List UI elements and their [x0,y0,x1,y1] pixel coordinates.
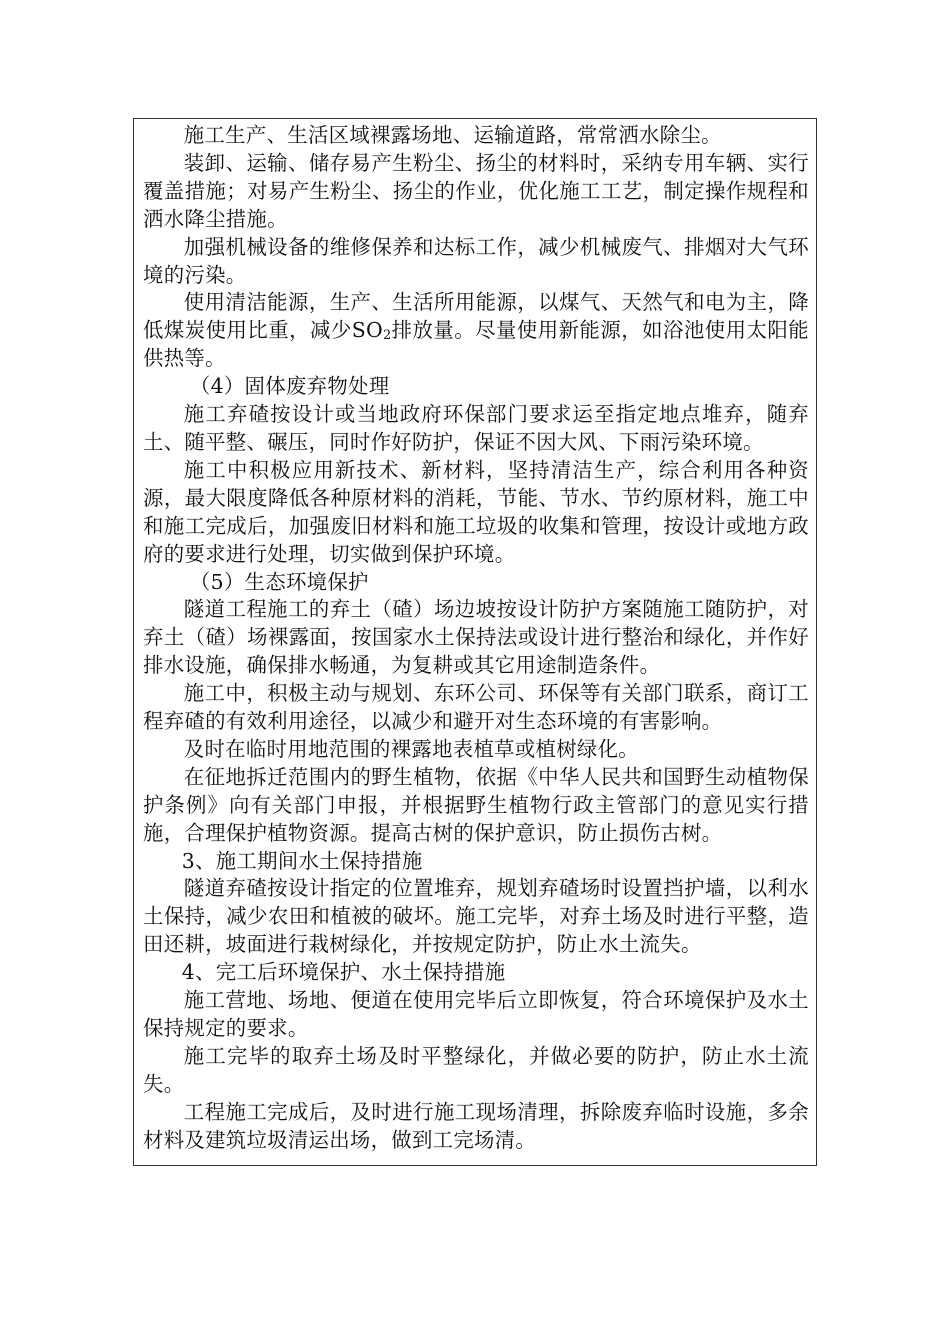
paragraph-borrow-site-greening: 施工完毕的取弃土场及时平整绿化，并做必要的防护，防止水土流失。 [143,1043,809,1096]
so2-subscript: 2 [383,327,392,343]
heading-post-completion: 4、完工后环境保护、水土保持措施 [181,960,506,985]
paragraph-machinery-maintenance: 加强机械设备的维修保养和达标工作，减少机械废气、排烟对大气环境的污染。 [143,234,809,287]
paragraph-greening: 及时在临时用地范围的裸露地表植草或植树绿化。 [183,736,639,761]
paragraph-site-restoration: 施工营地、场地、便道在使用完毕后立即恢复，符合环境保护及水土保持规定的要求。 [143,988,809,1040]
clean-energy-text-before: 使用清洁能源，生产、生活所用能源，以煤气、天然气和电为主，降低煤炭使用比重，减少SO [143,290,809,343]
paragraph-spoil-stacking: 隧道弃碴按设计指定的位置堆弃，规划弃碴场时设置挡护墙，以利水土保持，减少农田和植被的破坏。施工完毕，对弃土场及时进行平整，造田还耕，坡面进行栽树绿化，并按规定防护，防止水土流失。 [143,876,809,957]
paragraph-site-cleanup: 工程施工完成后，及时进行施工现场清理，拆除废弃临时设施，多余材料及建筑垃圾清运出场，做到工完场清。 [143,1099,809,1152]
paragraph-slope-protection: 隧道工程施工的弃土（碴）场边坡按设计防护方案随施工随防护，对弃土（碴）场裸露面，按国家水土保持法或设计进行整治和绿化，并作好排水设施，确保排水畅通，为复耕或其它用途制造条件。 [143,597,809,678]
paragraph-dust-watering: 施工生产、生活区域裸露场地、运输道路，常常洒水除尘。 [183,123,722,147]
paragraph-wild-plants: 在征地拆迁范围内的野生植物，依据《中华人民共和国野生动植物保护条例》向有关部门申报，并根据野生植物行政主管部门的意见实行措施，合理保护植物资源。提高古树的保护意识，防止损伤古树。 [143,764,809,845]
heading-solid-waste: （4）固体废弃物处理 [189,374,390,399]
paragraph-clean-production: 施工中积极应用新技术、新材料，坚持清洁生产，综合利用各种资源，最大限度降低各种原材料的消耗，节能、节水、节约原材料，施工中和施工完成后，加强废旧材料和施工垃圾的收集和管理，按设计或地方政府的要求进行处理，切实做到保护环境。 [143,457,809,566]
paragraph-spoil-disposal: 施工弃碴按设计或当地政府环保部门要求运至指定地点堆弃，随弃土、随平整、碾压，同时作好防护，保证不因大风、下雨污染环境。 [143,402,809,454]
document-body [143,122,809,1155]
paragraph-dust-transport: 装卸、运输、储存易产生粉尘、扬尘的材料时，采纳专用车辆、实行覆盖措施；对易产生粉尘、扬尘的作业，优化施工工艺，制定操作规程和洒水降尘措施。 [143,150,809,231]
heading-soil-conservation: 3、施工期间水土保持措施 [181,848,423,873]
paragraph-department-liaison: 施工中，积极主动与规划、东环公司、环保等有关部门联系，商订工程弃碴的有效利用途径，以减少和避开对生态环境的有害影响。 [143,681,809,734]
heading-ecological-protection: （5）生态环境保护 [189,569,369,594]
paragraph-clean-energy [143,289,809,373]
clean-energy-text-after: 排放量。尽量使用新能源，如浴池使用太阳能供热等。 [143,318,809,371]
